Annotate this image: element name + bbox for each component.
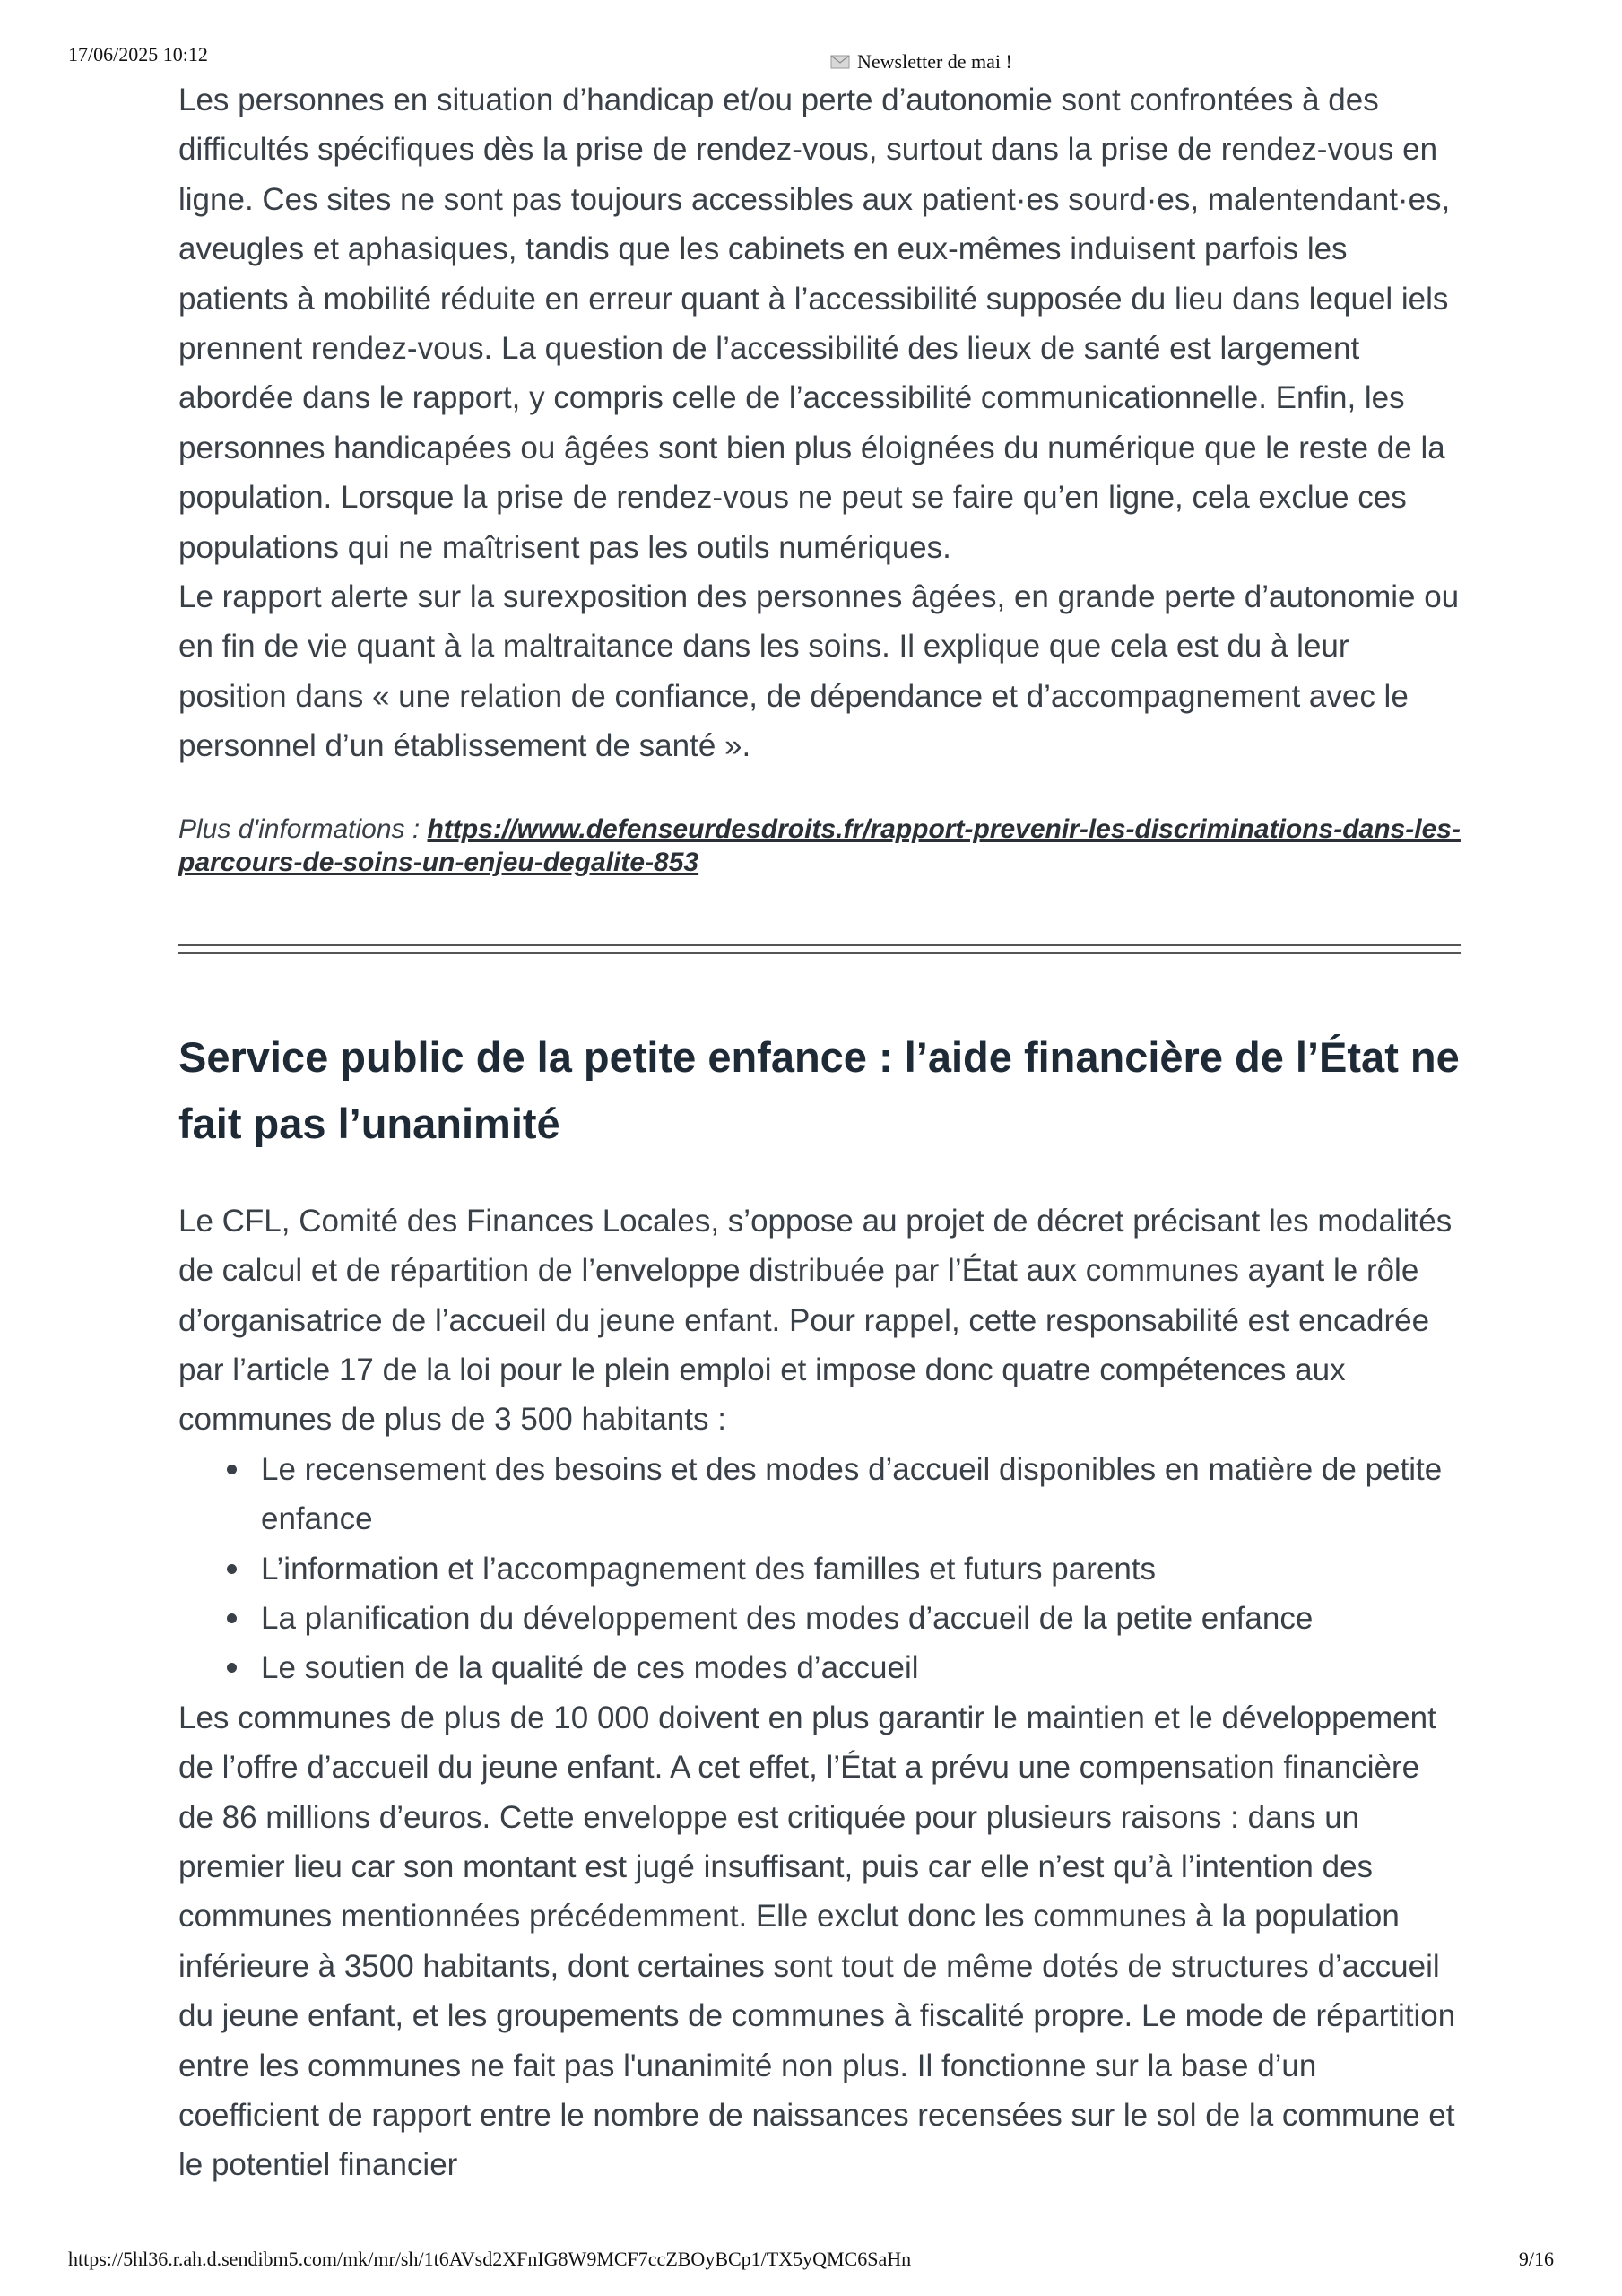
accessibility-paragraph: Les personnes en situation d’handicap et/ou perte d’autonomie sont confrontées à des difficultés spécifiques dès la prise de rendez-vous, surtout dans la prise de rendez-vous en ligne. Ces sites ne sont pas toujours accessibles aux patient·es sourd·es, malentendant·es, aveugles et aphasiques, tandis que les cabinets en eux-mêmes induisent parfois les patients à mobilité réduite en erreur quant à l’accessibilité supposée du lieu dans lequel iels prennent rendez-vous. La question de l’accessibilité des lieux de santé est largement abordée dans le rapport, y compris celle de l’accessibilité communicationnelle. Enfin, les personnes handicapées ou âgées sont bien plus éloignées du numérique que le reste de la population. Lorsque la prise de rendez-vous ne peut se faire qu’en ligne, cela exclue ces populations qui ne maîtrisent pas les outils numériques. xyxy=(178,83,1451,565)
print-url: https://5hl36.r.ah.d.sendibm5.com/mk/mr/sh/1t6AVsd2XFnIG8W9MCF7ccZBOyBCp1/TX5yQMC6SaHn xyxy=(68,2248,912,2270)
section-divider xyxy=(178,944,1461,954)
cfl-intro-paragraph: Le CFL, Comité des Finances Locales, s’oppose au projet de décret précisant les modalités de calcul et de répartition de l’enveloppe distribuée par l’État aux communes ayant le rôle d’organisatrice de l’accueil du jeune enfant. Pour rappel, cette responsabilité est encadrée par l’article 17 de la loi pour le plein emploi et impose donc quatre compétences aux communes de plus de 3 500 habitants : xyxy=(178,1203,1453,1438)
print-footer xyxy=(68,2248,1554,2274)
funding-paragraph: Les communes de plus de 10 000 doivent en plus garantir le maintien et le développement de l’offre d’accueil du jeune enfant. A cet effet, l’État a prévu une compensation financière de 86 millions d’euros. Cette enveloppe est critiquée pour plusieurs raisons : dans un premier lieu car son montant est jugé insuffisant, puis car elle n’est qu’à l’intention des communes mentionnées précédemment. Elle exclut donc les communes à la population inférieure à 3500 habitants, dont certaines sont tout de même dotés de structures d’accueil du jeune enfant, et les groupements de communes à fiscalité propre. Le mode de répartition entre les communes ne fait pas l'unanimité non plus. Il fonctionne sur la base d’un coefficient de rapport entre le nombre de naissances recensées sur le sol de la commune et le potentiel financier xyxy=(178,1700,1456,2183)
page-number: 9/16 xyxy=(1518,2248,1554,2270)
print-datetime: 17/06/2025 10:12 xyxy=(68,43,208,65)
list-item: Le recensement des besoins et des modes d’accueil disponibles en matière de petite enfance xyxy=(261,1445,1461,1544)
envelope-icon xyxy=(830,55,850,69)
list-item: L’information et l’accompagnement des familles et futurs parents xyxy=(261,1544,1461,1594)
competences-list xyxy=(178,1445,1461,1693)
more-info-label: Plus d'informations : xyxy=(178,813,428,844)
print-title xyxy=(830,50,1012,74)
list-item: La planification du développement des modes d’accueil de la petite enfance xyxy=(261,1594,1461,1643)
more-info-link[interactable]: https://www.defenseurdesdroits.fr/rapport-prevenir-les-discriminations-dans-les-parcours-de-soins-un-enjeu-degalite-853 xyxy=(178,813,1461,877)
more-info xyxy=(178,813,1461,879)
section-title: Service public de la petite enfance : l’aide financière de l’État ne fait pas l’unanimité xyxy=(178,1032,1460,1147)
print-title-text: Newsletter de mai ! xyxy=(857,50,1012,73)
list-item: Le soutien de la qualité de ces modes d’accueil xyxy=(261,1643,1461,1692)
elderly-abuse-paragraph: Le rapport alerte sur la surexposition des personnes âgées, en grande perte d’autonomie ou en fin de vie quant à la maltraitance dans les soins. Il explique que cela est du à leur position dans « une relation de confiance, de dépendance et d’accompagnement avec le personnel d’un établissement de santé ». xyxy=(178,579,1460,764)
print-header xyxy=(68,43,1554,74)
newsletter-content xyxy=(178,75,1461,2190)
